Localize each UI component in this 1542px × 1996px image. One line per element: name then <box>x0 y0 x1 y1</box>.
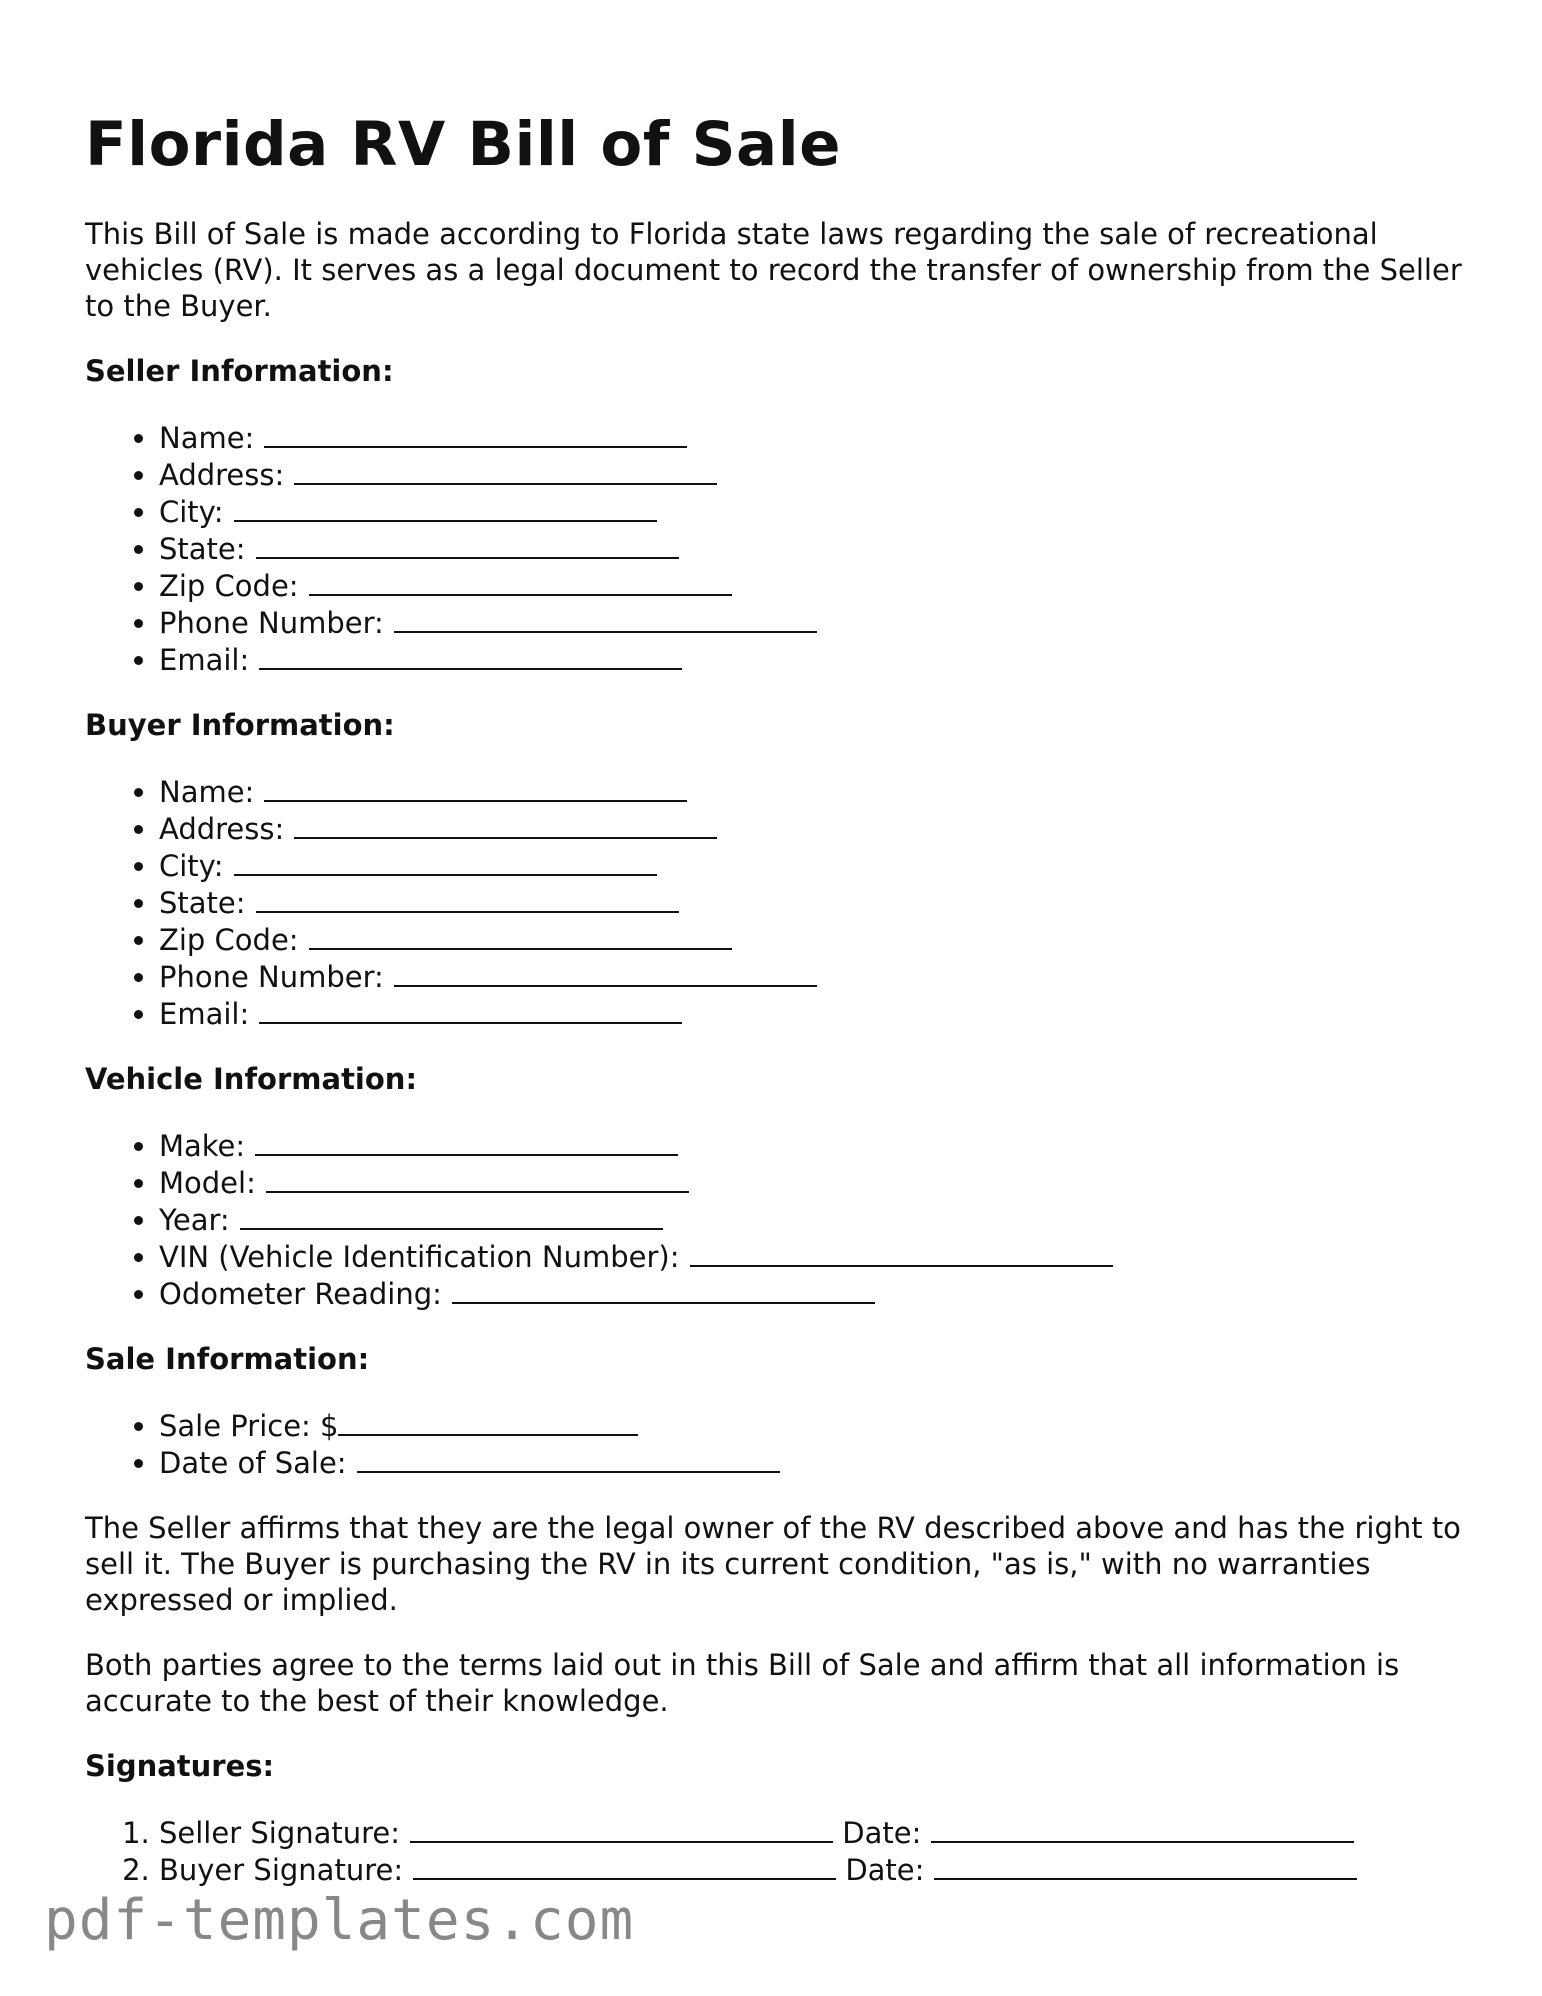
seller-email-field: • Email: <box>159 641 1465 678</box>
buyer-heading: Buyer Information: <box>85 708 395 742</box>
signature-list <box>85 1814 1465 1888</box>
vehicle-model-blank[interactable] <box>266 1164 689 1193</box>
seller-phone-blank[interactable] <box>394 604 817 633</box>
page-title: Florida RV Bill of Sale <box>85 109 841 180</box>
seller-signature-blank[interactable] <box>410 1814 833 1843</box>
vehicle-heading: Vehicle Information: <box>85 1062 418 1096</box>
watermark: pdf-templates.com <box>44 1888 635 1953</box>
seller-heading: Seller Information: <box>85 354 394 388</box>
seller-address-blank[interactable] <box>294 456 717 485</box>
seller-address-field: • Address: <box>159 456 1465 493</box>
vehicle-year-field: • Year: <box>159 1201 1465 1238</box>
vehicle-year-blank[interactable] <box>240 1201 663 1230</box>
seller-state-field: • State: <box>159 530 1465 567</box>
buyer-address-field: • Address: <box>159 810 1465 847</box>
seller-signature-line: 1. Seller Signature: Date: <box>159 1814 1465 1851</box>
buyer-date-blank[interactable] <box>934 1851 1357 1880</box>
buyer-state-field: • State: <box>159 884 1465 921</box>
vehicle-odometer-blank[interactable] <box>452 1275 875 1304</box>
buyer-signature-blank[interactable] <box>413 1851 836 1880</box>
sale-price-field: • Sale Price: $ <box>159 1407 1465 1444</box>
seller-zip-field: • Zip Code: <box>159 567 1465 604</box>
seller-state-blank[interactable] <box>256 530 679 559</box>
buyer-phone-field: • Phone Number: <box>159 958 1465 995</box>
seller-city-blank[interactable] <box>234 493 657 522</box>
sale-date-field: • Date of Sale: <box>159 1444 1465 1481</box>
seller-city-field: • City: <box>159 493 1465 530</box>
vehicle-odometer-field: • Odometer Reading: <box>159 1275 1465 1312</box>
buyer-phone-blank[interactable] <box>394 958 817 987</box>
seller-date-blank[interactable] <box>931 1814 1354 1843</box>
buyer-name-field: • Name: <box>159 773 1465 810</box>
vehicle-vin-field: • VIN (Vehicle Identification Number): <box>159 1238 1465 1275</box>
seller-name-field: • Name: <box>159 419 1465 456</box>
sale-price-blank[interactable] <box>338 1407 638 1436</box>
sale-heading: Sale Information: <box>85 1342 370 1376</box>
seller-zip-blank[interactable] <box>309 567 732 596</box>
vehicle-vin-blank[interactable] <box>690 1238 1113 1267</box>
seller-email-blank[interactable] <box>259 641 682 670</box>
intro-paragraph: This Bill of Sale is made according to Florida state laws regarding the sale of recreational vehicles (RV). It serves as a legal document to record the transfer of ownership from the Seller to the Buyer. <box>85 217 1462 323</box>
buyer-field-list <box>85 773 1465 1032</box>
buyer-email-field: • Email: <box>159 995 1465 1032</box>
buyer-address-blank[interactable] <box>294 810 717 839</box>
seller-phone-field: • Phone Number: <box>159 604 1465 641</box>
buyer-email-blank[interactable] <box>259 995 682 1024</box>
buyer-name-blank[interactable] <box>264 773 687 802</box>
buyer-zip-field: • Zip Code: <box>159 921 1465 958</box>
vehicle-make-blank[interactable] <box>255 1127 678 1156</box>
agreement-paragraph: Both parties agree to the terms laid out in this Bill of Sale and affirm that all information is accurate to the best of their knowledge. <box>85 1648 1400 1718</box>
seller-name-blank[interactable] <box>264 419 687 448</box>
vehicle-model-field: • Model: <box>159 1164 1465 1201</box>
buyer-state-blank[interactable] <box>256 884 679 913</box>
document-page <box>85 102 1465 1888</box>
buyer-zip-blank[interactable] <box>309 921 732 950</box>
signatures-heading: Signatures: <box>85 1749 275 1783</box>
buyer-signature-line: 2. Buyer Signature: Date: <box>159 1851 1465 1888</box>
buyer-city-blank[interactable] <box>234 847 657 876</box>
vehicle-field-list <box>85 1127 1465 1312</box>
seller-field-list <box>85 419 1465 678</box>
vehicle-make-field: • Make: <box>159 1127 1465 1164</box>
sale-field-list <box>85 1407 1465 1481</box>
sale-date-blank[interactable] <box>357 1444 780 1473</box>
buyer-city-field: • City: <box>159 847 1465 884</box>
affirmation-paragraph: The Seller affirms that they are the legal owner of the RV described above and has the right to sell it. The Buyer is purchasing the RV in its current condition, "as is," with no warranties expressed or implied. <box>85 1511 1461 1617</box>
